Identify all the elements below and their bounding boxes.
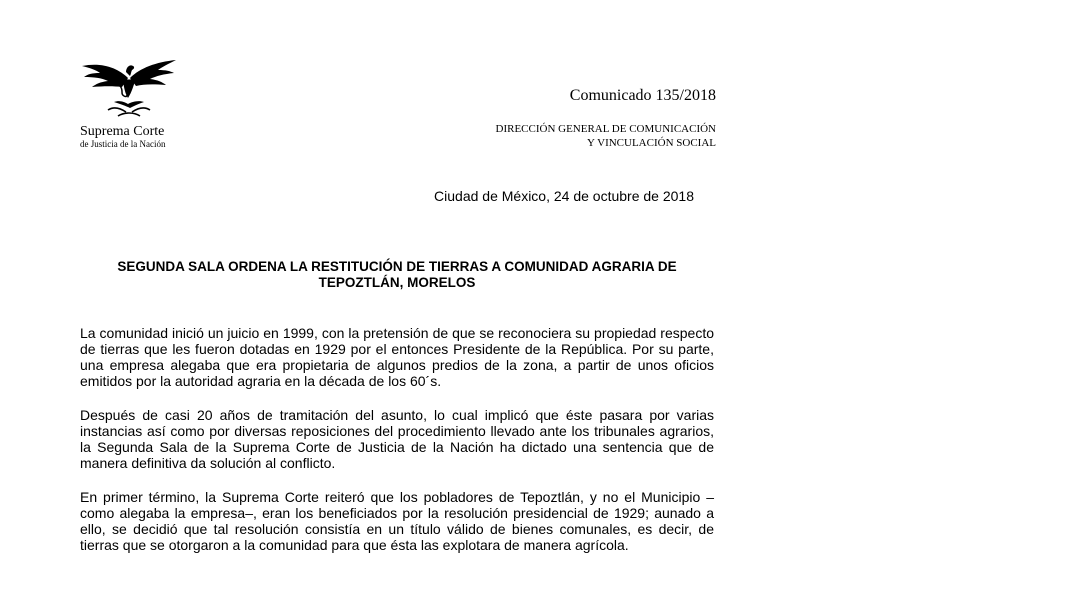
direccion-line-1: DIRECCIÓN GENERAL DE COMUNICACIÓN [495,123,716,135]
comunicado-number: Comunicado 135/2018 [569,87,716,104]
institution-name: Suprema Corte [80,124,165,139]
paragraph: La comunidad inició un juicio en 1999, con la pretensión de que se reconociera su propiedad respecto de tierras que les fueron dotadas en 1929 por el entonces Presidente de la República. Por su parte, una empresa alegaba que era propietaria de algunos predios de la zona, a partir de unos oficios emitidos por la autoridad agraria en la década de los 60´s. [80,325,714,389]
direccion-general [496,122,717,150]
eagle-emblem-icon [80,56,178,120]
institution-subtitle: de Justicia de la Nación [80,139,166,149]
scjn-logo [78,56,188,120]
title-line-1: SEGUNDA SALA ORDENA LA RESTITUCIÓN DE TIERRAS A COMUNIDAD AGRARIA DE [117,259,677,274]
paragraph: En primer término, la Suprema Corte reiteró que los pobladores de Tepoztlán, y no el Municipio –como alegaba la empresa–, eran los beneficiados por la resolución presidencial de 1929; aunado a ello, se decidió que tal resolución consistía en un título válido de bienes comunales, es decir, de tierras que se otorgaron a la comunidad para que ésta las explotara de manera agrícola. [80,489,714,553]
date-line: Ciudad de México, 24 de octubre de 2018 [434,188,694,204]
body-text [80,325,714,571]
direccion-line-2: Y VINCULACIÓN SOCIAL [587,137,716,149]
title-line-2: TEPOZTLÁN, MORELOS [318,275,476,290]
paragraph: Después de casi 20 años de tramitación del asunto, lo cual implicó que éste pasara por varias instancias así como por diversas reposiciones del procedimiento llevado ante los tribunales agrarios, la Segunda Sala de la Suprema Corte de Justicia de la Nación ha dictado una sentencia que de manera definitiva da solución al conflicto. [80,407,714,471]
press-release-title [80,259,714,291]
